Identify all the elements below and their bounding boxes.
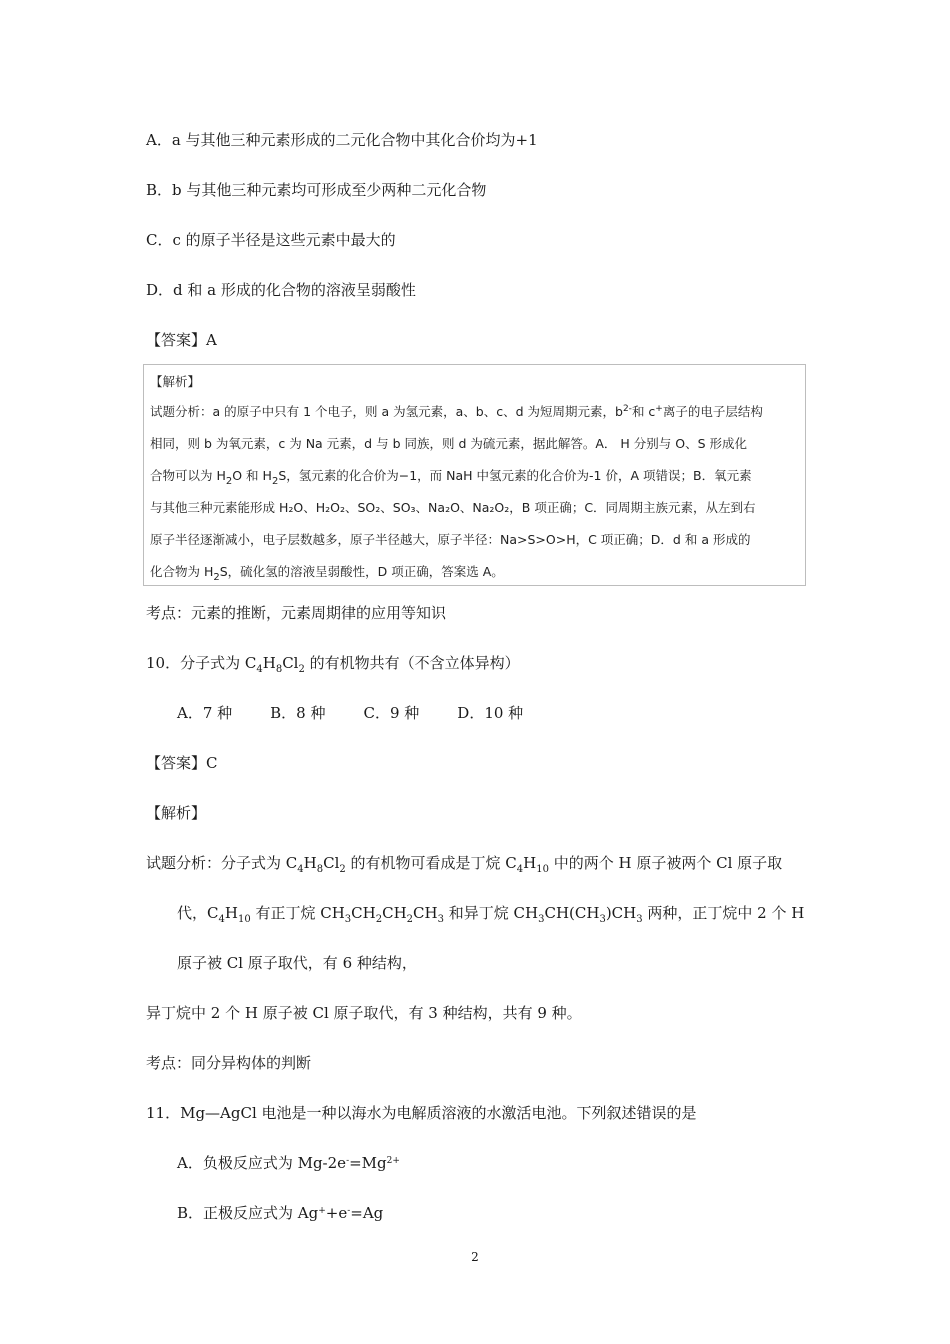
q9-analysis-line-1: 试题分析：a 的原子中只有 1 个电子，则 a 为氢元素，a、b、c、d 为短周期元素，$b^{2-}$和 c+离子的电子层结构	[150, 404, 763, 419]
q11-option-a: A．负极反应式为 $Mg-2e^-=Mg^{2+}$	[177, 1154, 400, 1172]
q11-option-b: B．正极反应式为 Ag++e-=Ag	[177, 1204, 384, 1222]
q9-option-b: B．b 与其他三种元素均可形成至少两种二元化合物	[146, 181, 487, 199]
q10-analysis-line-3: 原子被 Cl 原子取代，有 6 种结构，	[177, 954, 417, 972]
q9-analysis-line-2: 相同，则 b 为氧元素，c 为 Na 元素，d 与 b 同族，则 d 为硫元素，据此解答。A． H 分别与 O、S 形成化	[150, 436, 747, 451]
q10-option-b: B．8 种	[270, 704, 326, 722]
q10-option-c: C．9 种	[363, 704, 420, 722]
page-number: 2	[471, 1250, 479, 1264]
q10-kaodian: 考点：同分异构体的判断	[146, 1054, 312, 1072]
q9-analysis-line-4: 与其他三种元素能形成 H₂O、H₂O₂、SO₂、SO₃、Na₂O、Na₂O₂，B 项正确；C．同周期主族元素，从左到右	[150, 500, 756, 515]
q9-option-c: C．c 的原子半径是这些元素中最大的	[146, 231, 396, 249]
q10-analysis-line-2: 代，$C_4H_{10}$ 有正丁烷 $CH_3CH_2CH_2CH_3$ 和异丁烷 $CH_3CH(CH_3)CH_3$ 两种，正丁烷中 2 个 H	[177, 904, 805, 925]
q9-analysis-line-6: 化合物为 $H_2S$，硫化氢的溶液呈弱酸性，D 项正确，答案选 A。	[150, 564, 504, 583]
q10-options	[177, 702, 561, 724]
q9-answer: 【答案】A	[146, 331, 217, 349]
q11-stem: 11．Mg—AgCl 电池是一种以海水为电解质溶液的水激活电池。下列叙述错误的是	[146, 1104, 697, 1122]
q9-analysis-line-3: 合物可以为 $H_2O$ 和 $H_2S$，氢元素的化合价为−1，而 NaH 中氢元素的化合价为-1 价，A 项错误；B．氧元素	[150, 468, 752, 487]
q9-analysis-box	[143, 364, 806, 586]
q10-analysis-line-1: 试题分析：分子式为 $C_4H_8Cl_2$ 的有机物可看成是丁烷 $C_4H_{10}$ 中的两个 H 原子被两个 Cl 原子取	[146, 854, 783, 875]
q9-analysis-line-5: 原子半径逐渐减小，电子层数越多，原子半径越大，原子半径：Na>S>O>H，C 项正确；D．d 和 a 形成的	[150, 532, 751, 547]
q9-option-a: A．a 与其他三种元素形成的二元化合物中其化合价均为+1	[146, 131, 538, 149]
q10-option-a: A．7 种	[177, 704, 233, 722]
q9-option-d: D．d 和 a 形成的化合物的溶液呈弱酸性	[146, 281, 416, 299]
q9-analysis-title: 【解析】	[150, 374, 201, 389]
q10-answer: 【答案】C	[146, 754, 218, 772]
q10-stem: 10．分子式为 $C_4H_8Cl_2$ 的有机物共有（不含立体异构）	[146, 654, 520, 675]
q10-analysis-line-4: 异丁烷中 2 个 H 原子被 Cl 原子取代，有 3 种结构，共有 9 种。	[146, 1004, 582, 1022]
q9-kaodian: 考点：元素的推断，元素周期律的应用等知识	[146, 604, 447, 622]
q10-option-d: D．10 种	[457, 704, 524, 722]
q10-analysis-title: 【解析】	[146, 804, 207, 822]
